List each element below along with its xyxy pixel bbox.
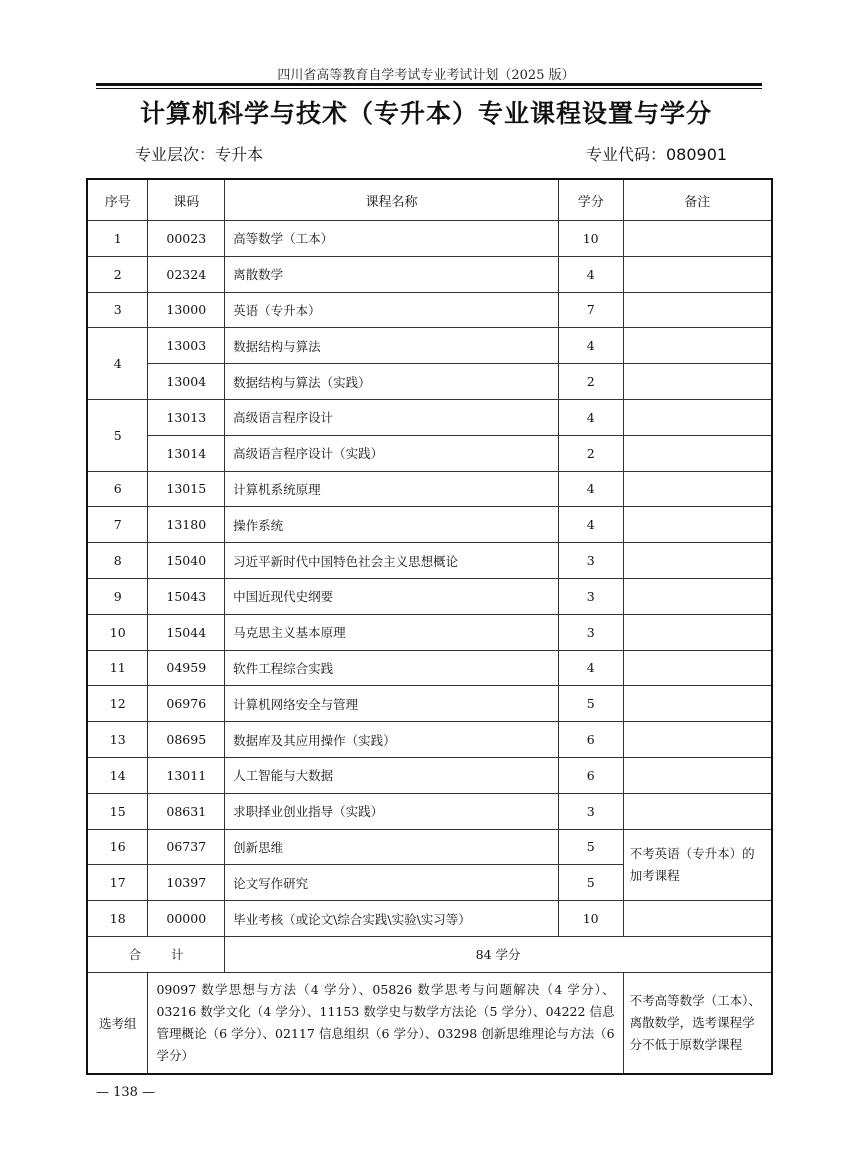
elective-label: 选考组 bbox=[87, 972, 148, 1074]
row-code: 04959 bbox=[148, 650, 225, 686]
table-row bbox=[87, 901, 772, 937]
row-name: 高级语言程序设计 bbox=[225, 399, 559, 435]
row-credit: 4 bbox=[558, 328, 623, 364]
row-remark bbox=[623, 686, 772, 722]
row-credit: 4 bbox=[558, 471, 623, 507]
elective-row bbox=[87, 972, 772, 1074]
row-remark bbox=[623, 578, 772, 614]
row-seq: 1 bbox=[87, 221, 148, 257]
row-seq: 14 bbox=[87, 757, 148, 793]
row-code: 08631 bbox=[148, 793, 225, 829]
row-remark bbox=[623, 256, 772, 292]
row-credit: 10 bbox=[558, 901, 623, 937]
row-remark bbox=[623, 543, 772, 579]
row-code: 13011 bbox=[148, 757, 225, 793]
row-credit: 4 bbox=[558, 650, 623, 686]
row-remark bbox=[623, 221, 772, 257]
header-rule-thin bbox=[96, 88, 762, 89]
row-seq: 12 bbox=[87, 686, 148, 722]
row-seq: 2 bbox=[87, 256, 148, 292]
major-code: 专业代码：080901 bbox=[586, 145, 728, 164]
row-remark bbox=[623, 328, 772, 364]
row-credit: 3 bbox=[558, 793, 623, 829]
row-credit: 4 bbox=[558, 507, 623, 543]
row-code: 13014 bbox=[148, 435, 225, 471]
row-seq: 3 bbox=[87, 292, 148, 328]
row-name: 高级语言程序设计（实践） bbox=[225, 435, 559, 471]
header-remark: 备注 bbox=[623, 179, 772, 221]
row-credit: 6 bbox=[558, 722, 623, 758]
row-seq: 18 bbox=[87, 901, 148, 937]
row-credit: 5 bbox=[558, 686, 623, 722]
row-remark bbox=[623, 793, 772, 829]
table-row bbox=[87, 507, 772, 543]
row-name: 人工智能与大数据 bbox=[225, 757, 559, 793]
row-code: 13015 bbox=[148, 471, 225, 507]
row-name: 求职择业创业指导（实践） bbox=[225, 793, 559, 829]
course-table bbox=[86, 178, 773, 1075]
row-code: 06976 bbox=[148, 686, 225, 722]
row-remark bbox=[623, 650, 772, 686]
header-rule-thick bbox=[96, 83, 762, 86]
row-code: 13004 bbox=[148, 364, 225, 400]
table-row bbox=[87, 722, 772, 758]
header-name: 课程名称 bbox=[225, 179, 559, 221]
row-remark bbox=[623, 435, 772, 471]
row-name: 英语（专升本） bbox=[225, 292, 559, 328]
table-row bbox=[87, 471, 772, 507]
row-seq: 7 bbox=[87, 507, 148, 543]
row-credit: 4 bbox=[558, 399, 623, 435]
table-row bbox=[87, 256, 772, 292]
row-code: 00000 bbox=[148, 901, 225, 937]
row-name: 马克思主义基本原理 bbox=[225, 614, 559, 650]
row-code: 13013 bbox=[148, 399, 225, 435]
row-credit: 6 bbox=[558, 757, 623, 793]
row-seq: 11 bbox=[87, 650, 148, 686]
row-name: 离散数学 bbox=[225, 256, 559, 292]
row-seq: 16 bbox=[87, 829, 148, 865]
header-credit: 学分 bbox=[558, 179, 623, 221]
row-name: 数据结构与算法 bbox=[225, 328, 559, 364]
header-seq: 序号 bbox=[87, 179, 148, 221]
elective-remark: 不考高等数学（工本）、离散数学，选考课程学分不低于原数学课程 bbox=[623, 972, 772, 1074]
row-name: 计算机系统原理 bbox=[225, 471, 559, 507]
row-credit: 3 bbox=[558, 543, 623, 579]
row-code: 13000 bbox=[148, 292, 225, 328]
total-row bbox=[87, 936, 772, 972]
row-remark bbox=[623, 901, 772, 937]
row-seq: 4 bbox=[87, 328, 148, 400]
row-name: 数据结构与算法（实践） bbox=[225, 364, 559, 400]
table-row bbox=[87, 221, 772, 257]
row-seq: 9 bbox=[87, 578, 148, 614]
row-credit: 4 bbox=[558, 256, 623, 292]
elective-text: 09097 数学思想与方法（4 学分）、05826 数学思考与问题解决（4 学分）、03216 数学文化（4 学分）、11153 数学史与数学方法论（5 学分）、04222 信息管理概论（6 学分）、02117 信息组织（6 学分）、03298 创新思维理论与方法（6 学分） bbox=[148, 972, 623, 1074]
page-title: 计算机科学与技术（专升本）专业课程设置与学分 bbox=[139, 99, 712, 128]
row-name: 创新思维 bbox=[225, 829, 559, 865]
table-header-row bbox=[87, 179, 772, 221]
row-name: 计算机网络安全与管理 bbox=[225, 686, 559, 722]
row-credit: 10 bbox=[558, 221, 623, 257]
table-row bbox=[87, 435, 772, 471]
row-credit: 5 bbox=[558, 865, 623, 901]
table-row bbox=[87, 793, 772, 829]
row-remark bbox=[623, 507, 772, 543]
table-row bbox=[87, 328, 772, 364]
row-credit: 2 bbox=[558, 435, 623, 471]
row-name: 论文写作研究 bbox=[225, 865, 559, 901]
table-row bbox=[87, 399, 772, 435]
table-row bbox=[87, 650, 772, 686]
row-name: 操作系统 bbox=[225, 507, 559, 543]
table-row bbox=[87, 614, 772, 650]
row-credit: 2 bbox=[558, 364, 623, 400]
row-seq: 17 bbox=[87, 865, 148, 901]
major-level: 专业层次：专升本 bbox=[135, 145, 264, 164]
row-code: 13180 bbox=[148, 507, 225, 543]
total-value: 84 学分 bbox=[225, 936, 772, 972]
table-row bbox=[87, 578, 772, 614]
row-remark bbox=[623, 471, 772, 507]
row-remark bbox=[623, 292, 772, 328]
row-remark bbox=[623, 757, 772, 793]
row-credit: 5 bbox=[558, 829, 623, 865]
row-credit: 3 bbox=[558, 614, 623, 650]
row-name: 软件工程综合实践 bbox=[225, 650, 559, 686]
total-label: 合计 bbox=[87, 936, 225, 972]
table-row bbox=[87, 757, 772, 793]
row-seq: 8 bbox=[87, 543, 148, 579]
row-remark bbox=[623, 722, 772, 758]
row-seq: 15 bbox=[87, 793, 148, 829]
row-code: 15043 bbox=[148, 578, 225, 614]
row-name: 毕业考核（或论文\综合实践\实验\实习等） bbox=[225, 901, 559, 937]
row-credit: 7 bbox=[558, 292, 623, 328]
row-remark bbox=[623, 364, 772, 400]
table-row bbox=[87, 292, 772, 328]
row-code: 15040 bbox=[148, 543, 225, 579]
row-code: 06737 bbox=[148, 829, 225, 865]
row-code: 10397 bbox=[148, 865, 225, 901]
row-code: 13003 bbox=[148, 328, 225, 364]
row-remark bbox=[623, 614, 772, 650]
row-code: 00023 bbox=[148, 221, 225, 257]
row-seq: 5 bbox=[87, 399, 148, 471]
row-remark: 不考英语（专升本）的加考课程 bbox=[623, 829, 772, 901]
row-name: 习近平新时代中国特色社会主义思想概论 bbox=[225, 543, 559, 579]
row-code: 08695 bbox=[148, 722, 225, 758]
page-number: — 138 — bbox=[96, 1085, 156, 1100]
row-seq: 13 bbox=[87, 722, 148, 758]
table-row bbox=[87, 829, 772, 865]
running-head: 四川省高等教育自学考试专业考试计划（2025 版） bbox=[277, 68, 575, 83]
row-name: 中国近现代史纲要 bbox=[225, 578, 559, 614]
row-seq: 10 bbox=[87, 614, 148, 650]
row-code: 15044 bbox=[148, 614, 225, 650]
table-row bbox=[87, 364, 772, 400]
row-name: 数据库及其应用操作（实践） bbox=[225, 722, 559, 758]
table-row bbox=[87, 686, 772, 722]
row-credit: 3 bbox=[558, 578, 623, 614]
header-code: 课码 bbox=[148, 179, 225, 221]
row-name: 高等数学（工本） bbox=[225, 221, 559, 257]
row-seq: 6 bbox=[87, 471, 148, 507]
table-row bbox=[87, 543, 772, 579]
row-code: 02324 bbox=[148, 256, 225, 292]
row-remark bbox=[623, 399, 772, 435]
